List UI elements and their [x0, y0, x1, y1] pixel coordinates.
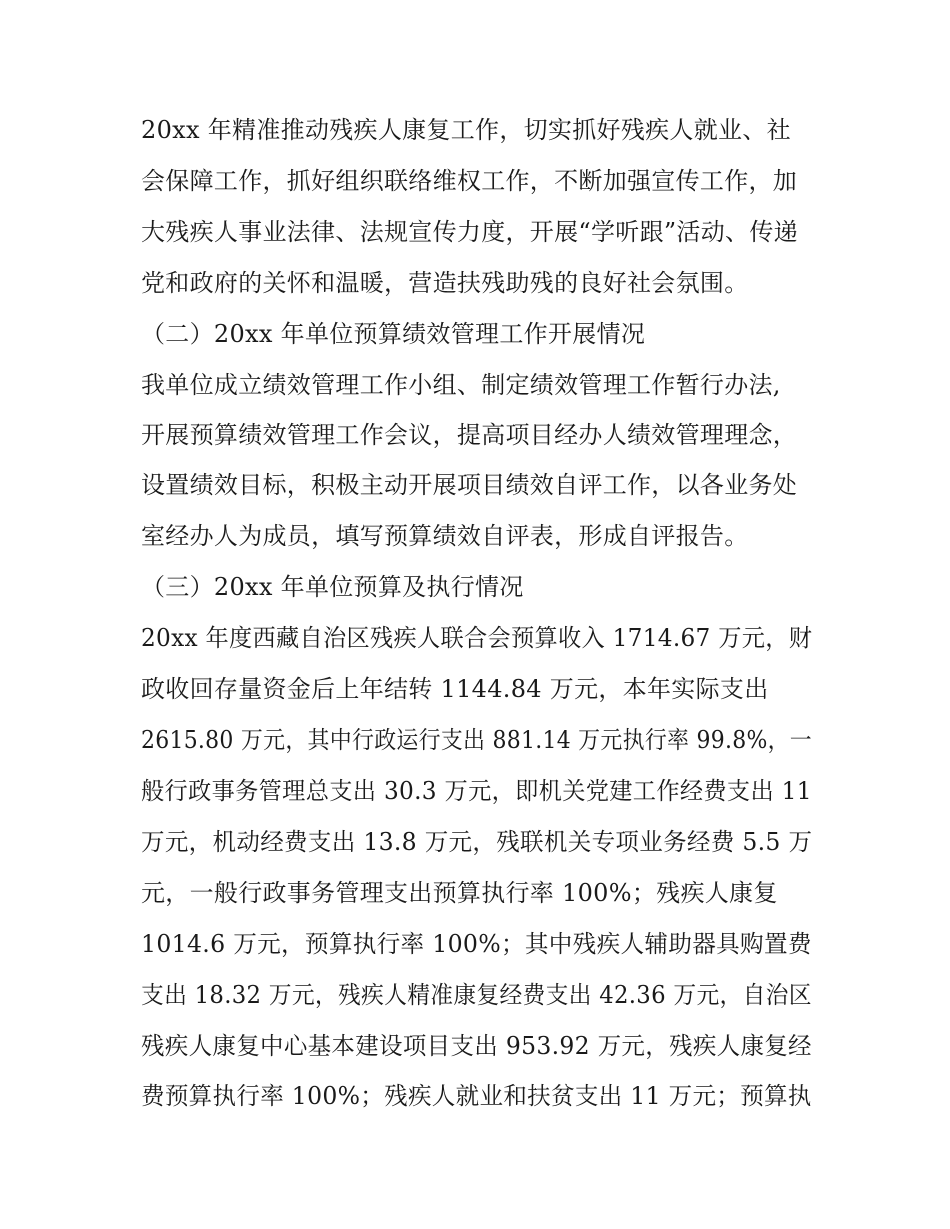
paragraph-line: 政收回存量资金后上年结转 1144.84 万元，本年实际支出	[141, 675, 769, 703]
paragraph-line: 党和政府的关怀和温暖，营造扶残助残的良好社会氛围。	[141, 269, 749, 297]
paragraph-line: 大残疾人事业法律、法规宣传力度，开展“学听跟”活动、传递	[141, 218, 798, 246]
paragraph-line: 般行政事务管理总支出 30.3 万元，即机关党建工作经费支出 11	[141, 777, 812, 805]
paragraph-line: 残疾人康复中心基本建设项目支出 953.92 万元，残疾人康复经	[141, 1032, 812, 1060]
paragraph-line: 20xx 年精准推动残疾人康复工作，切实抓好残疾人就业、社	[141, 116, 791, 144]
paragraph-line: 元，一般行政事务管理支出预算执行率 100%；残疾人康复	[141, 879, 778, 907]
paragraph-line: 万元，机动经费支出 13.8 万元，残联机关专项业务经费 5.5 万	[141, 828, 813, 856]
paragraph-line: 我单位成立绩效管理工作小组、制定绩效管理工作暂行办法,	[141, 371, 781, 399]
paragraph-line: 开展预算绩效管理工作会议，提高项目经办人绩效管理理念，	[141, 421, 798, 449]
paragraph-line: 1014.6 万元，预算执行率 100%；其中残疾人辅助器具购置费	[141, 930, 812, 958]
section-heading: （三）20xx 年单位预算及执行情况	[141, 573, 524, 601]
paragraph-line: 设置绩效目标，积极主动开展项目绩效自评工作，以各业务处	[141, 471, 798, 499]
paragraph-line: 费预算执行率 100%；残疾人就业和扶贫支出 11 万元；预算执	[141, 1082, 812, 1110]
paragraph-line: 2615.80 万元，其中行政运行支出 881.14 万元执行率 99.8%，一	[141, 726, 813, 754]
paragraph-line: 室经办人为成员，填写预算绩效自评表，形成自评报告。	[141, 522, 749, 550]
section-heading: （二）20xx 年单位预算绩效管理工作开展情况	[141, 320, 646, 348]
paragraph-line: 20xx 年度西藏自治区残疾人联合会预算收入 1714.67 万元，财	[141, 624, 813, 652]
paragraph-line: 支出 18.32 万元，残疾人精准康复经费支出 42.36 万元，自治区	[141, 981, 812, 1009]
paragraph-line: 会保障工作，抓好组织联络维权工作，不断加强宣传工作，加	[141, 167, 798, 195]
